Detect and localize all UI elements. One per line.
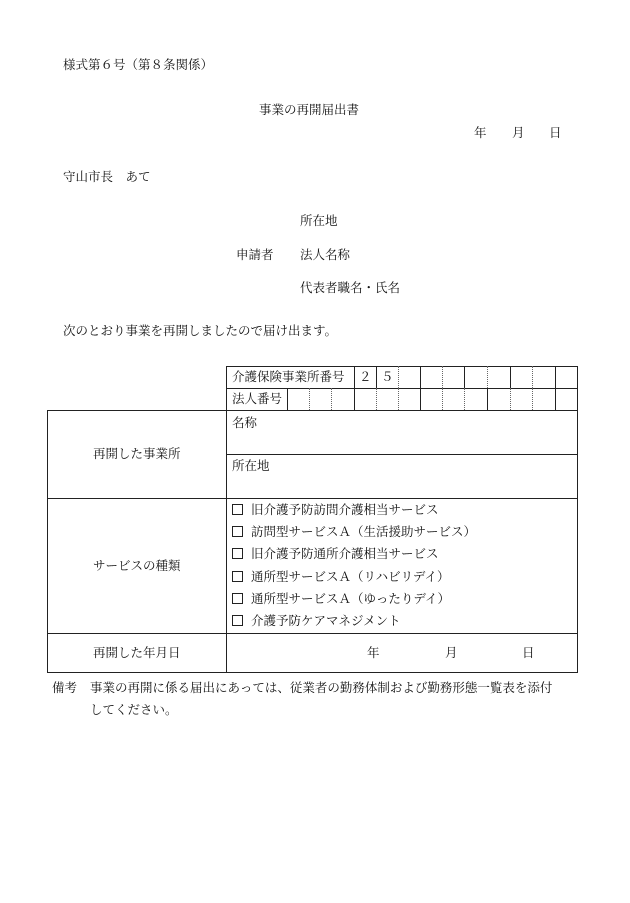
remarks-line-2: してください。 xyxy=(90,702,178,717)
applicant-address-label: 所在地 xyxy=(300,213,338,228)
resume-date-year[interactable]: 年 xyxy=(367,645,380,660)
service-option[interactable]: 介護予防ケアマネジメント xyxy=(232,615,401,628)
remarks-line-1: 事業の再開に係る届出にあっては、従業者の勤務体制および勤務形態一覧表を添付 xyxy=(90,680,553,695)
office-number-label: 介護保険事業所番号 xyxy=(232,369,345,384)
date-month: 月 xyxy=(512,125,525,140)
date-year: 年 xyxy=(474,125,487,140)
resume-date-day[interactable]: 日 xyxy=(522,645,535,660)
office-number-digit-1[interactable]: ２ xyxy=(359,369,372,384)
statement: 次のとおり事業を再開しましたので届け出ます。 xyxy=(63,323,338,338)
checkbox[interactable] xyxy=(232,593,243,604)
checkbox[interactable] xyxy=(232,526,243,537)
resume-date-label: 再開した年月日 xyxy=(93,645,181,660)
service-option[interactable]: 通所型サービスＡ（ゆったりデイ） xyxy=(232,593,450,606)
remarks-label: 備考 xyxy=(52,680,78,695)
checkbox[interactable] xyxy=(232,615,243,626)
applicant-corp-name-label: 法人名称 xyxy=(300,247,351,262)
applicant-role-label: 申請者 xyxy=(236,247,274,262)
office-name-label: 名称 xyxy=(232,415,258,430)
service-section-label: サービスの種類 xyxy=(93,558,181,573)
service-option[interactable]: 旧介護予防通所介護相当サービス xyxy=(232,548,439,561)
page-title: 事業の再開届出書 xyxy=(259,102,360,117)
corp-number-label: 法人番号 xyxy=(232,391,283,406)
resume-date-month[interactable]: 月 xyxy=(445,645,458,660)
service-option[interactable]: 通所型サービスＡ（リハビリデイ） xyxy=(232,571,450,584)
form-number: 様式第６号（第８条関係） xyxy=(63,57,214,72)
checkbox[interactable] xyxy=(232,548,243,559)
addressee: 守山市長 あて xyxy=(63,169,151,184)
office-section-label: 再開した事業所 xyxy=(93,446,181,461)
checkbox[interactable] xyxy=(232,504,243,515)
office-address-label: 所在地 xyxy=(232,458,270,473)
checkbox[interactable] xyxy=(232,571,243,582)
date-day: 日 xyxy=(549,125,562,140)
office-number-digit-2[interactable]: ５ xyxy=(381,369,394,384)
applicant-representative-label: 代表者職名・氏名 xyxy=(300,280,401,295)
service-option[interactable]: 訪問型サービスＡ（生活援助サービス） xyxy=(232,526,476,539)
service-option[interactable]: 旧介護予防訪問介護相当サービス xyxy=(232,504,439,517)
